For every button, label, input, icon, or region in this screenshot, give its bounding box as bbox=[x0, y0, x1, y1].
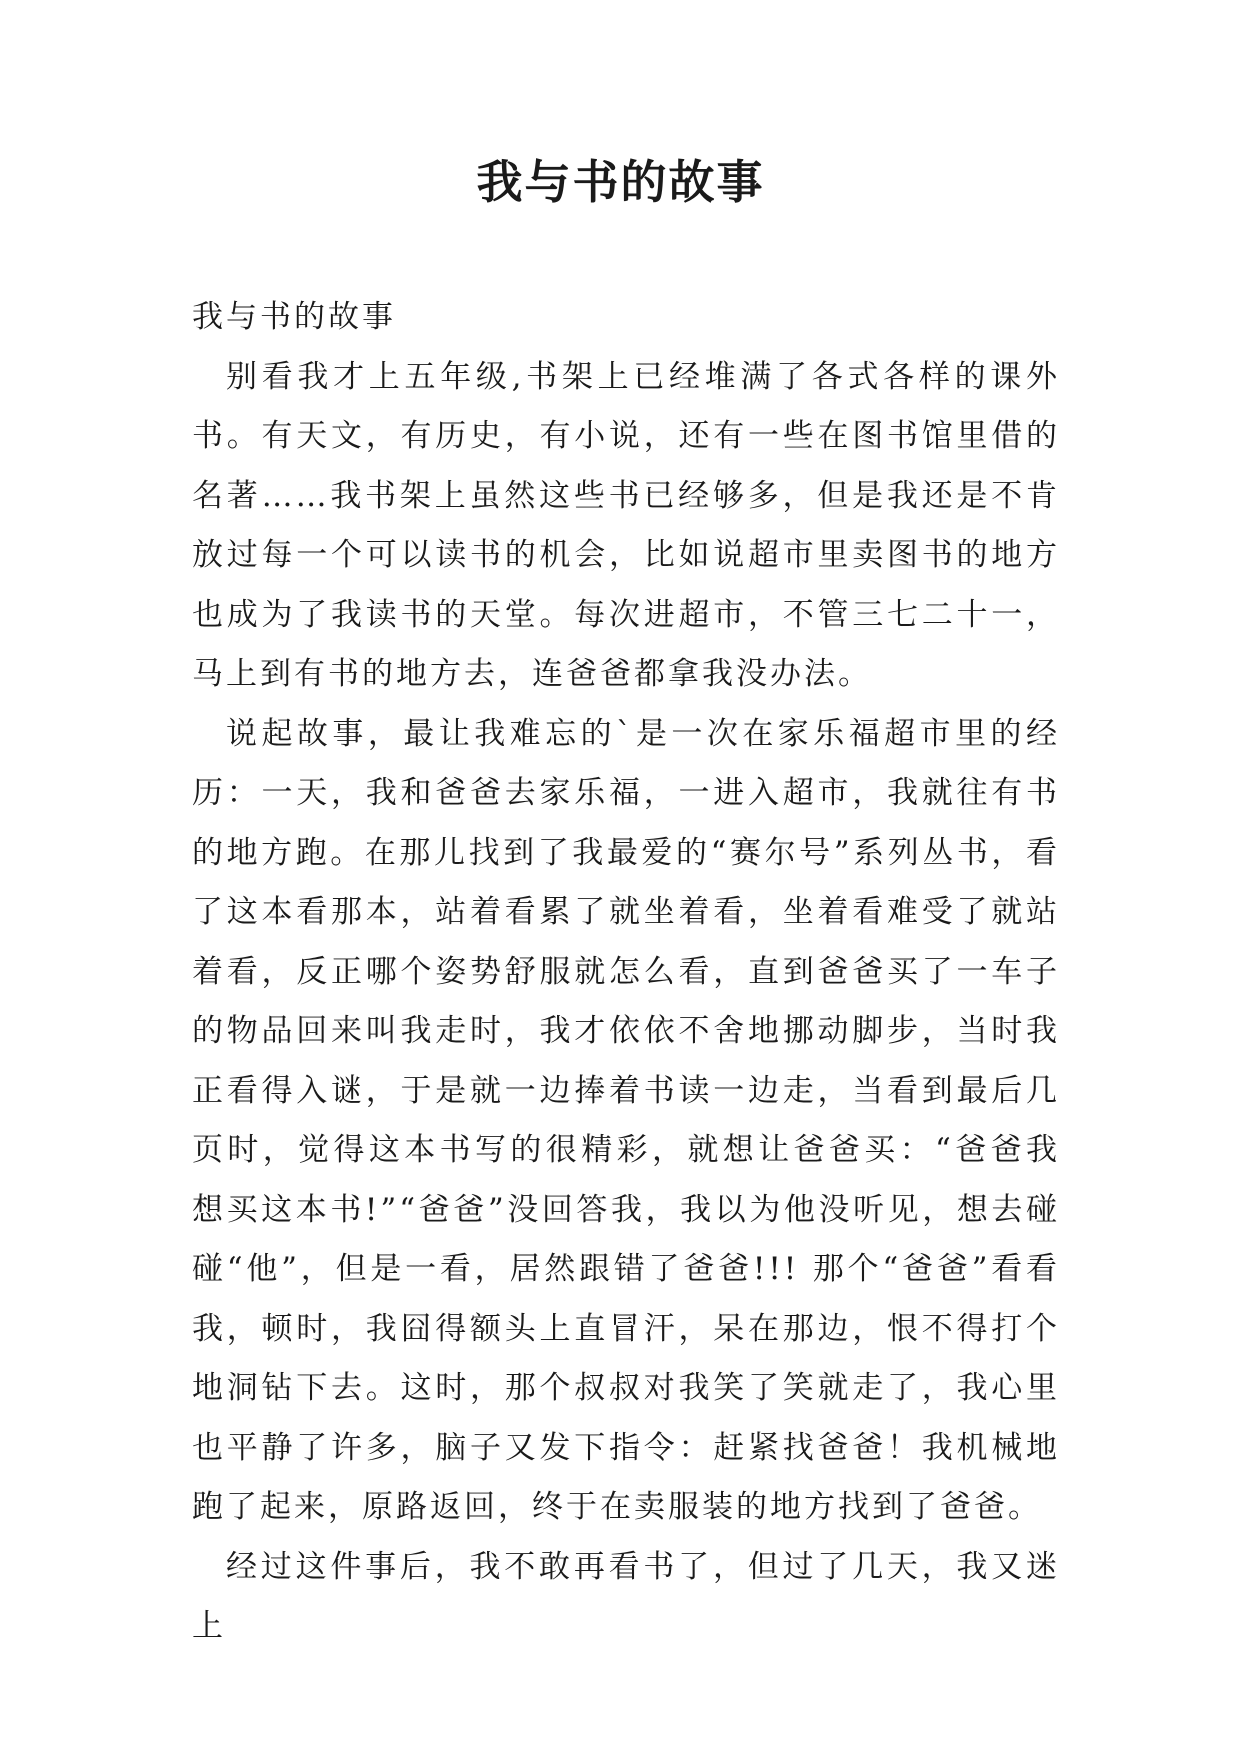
document-subtitle: 我与书的故事 bbox=[192, 299, 396, 335]
document-title: 我与书的故事 bbox=[476, 155, 765, 209]
paragraph-1: 别看我才上五年级,书架上已经堆满了各式各样的课外书。有天文，有历史，有小说，还有一些在图书馆里借的名著……我书架上虽然这些书已经够多，但是我还是不肯放过每一个可以读书的机会，比如说超市里卖图书的地方也成为了我读书的天堂。每次进超市，不管三七二十一，马上到有书的地方去，连爸爸都拿我没办法。 bbox=[192, 358, 1060, 692]
paragraph-2: 说起故事，最让我难忘的`是一次在家乐福超市里的经历：一天，我和爸爸去家乐福，一进入超市，我就往有书的地方跑。在那儿找到了我最爱的“赛尔号”系列丛书，看了这本看那本，站着看累了就坐着看，坐着看难受了就站着看，反正哪个姿势舒服就怎么看，直到爸爸买了一车子的物品回来叫我走时，我才依依不舍地挪动脚步，当时我正看得入谜，于是就一边捧着书读一边走，当看到最后几页时，觉得这本书写的很精彩，就想让爸爸买：“爸爸我想买这本书!”“爸爸”没回答我，我以为他没听见，想去碰碰“他”，但是一看，居然跟错了爸爸!!! 那个“爸爸”看看我，顿时，我囧得额头上直冒汗，呆在那边，恨不得打个地洞钻下去。这时，那个叔叔对我笑了笑就走了，我心里也平静了许多，脑子又发下指令：赶紧找爸爸！我机械地跑了起来，原路返回，终于在卖服装的地方找到了爸爸。 bbox=[192, 715, 1060, 1525]
document-body bbox=[192, 288, 1060, 1657]
paragraph-3: 经过这件事后，我不敢再看书了，但过了几天，我又迷上 bbox=[192, 1548, 1060, 1644]
